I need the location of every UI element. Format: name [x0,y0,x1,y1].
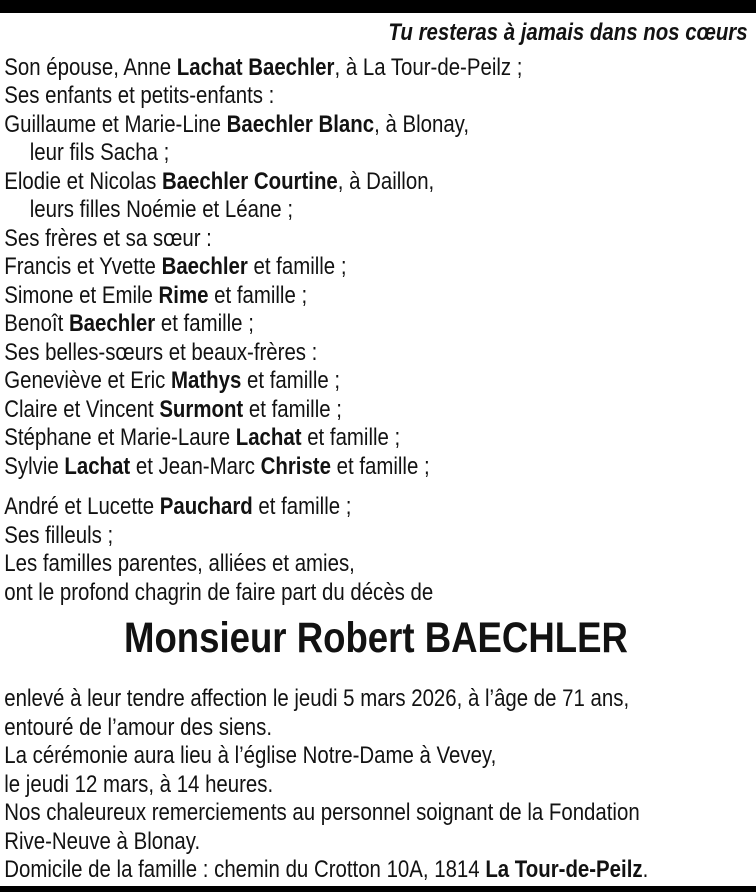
notice-text: André et Lucette [4,493,160,520]
notice-line [4,139,747,168]
notice-line [4,579,747,608]
notice-line [4,253,747,282]
notice-line [4,522,747,551]
notice-text: leur fils Sacha ; [29,139,170,166]
family-name-bold: Baechler Blanc [226,110,375,138]
family-name-bold: Pauchard [159,493,253,520]
notice-text: Benoît [4,310,69,337]
notice-line [4,493,747,522]
notice-text: Claire et Vincent [4,395,160,423]
notice-text: Ses belles-sœurs et beaux-frères : [4,338,318,366]
notice-text: entouré de l’amour des siens. [4,713,273,741]
notice-line [4,828,747,857]
family-name-bold: Baechler [68,310,156,337]
notice-text: et famille ; [241,367,341,394]
family-name-bold: Surmont [159,395,244,423]
notice-text: enlevé à leur tendre affection le jeudi 5 mars 2026, à l’âge de 71 ans, [4,685,630,712]
notice-line [4,196,747,225]
notice-text: et famille ; [155,310,254,337]
notice-text: le jeudi 12 mars, à 14 heures. [4,770,274,798]
notice-text: Sylvie [4,452,65,480]
notice-line [4,367,747,396]
bottom-border-rule [0,886,756,892]
notice-line [4,168,747,197]
family-name-bold: Mathys [171,367,242,394]
epigraph-quote: Tu resteras à jamais dans nos cœurs [388,19,748,46]
notice-text: ont le profond chagrin de faire part du décès de [4,578,434,606]
notice-text: , à Blonay, [374,110,470,138]
notice-text: Les familles parentes, alliées et amies, [4,550,355,577]
notice-text: et famille ; [243,395,342,423]
deceased-name-title: Monsieur Robert BAECHLER [123,614,628,662]
notice-text: Rive-Neuve à Blonay. [4,827,201,855]
notice-text: et Jean-Marc [130,452,261,480]
top-border-rule [0,0,756,13]
notice-line [4,225,747,254]
notice-content [0,13,756,885]
notice-line [4,282,747,311]
notice-text: . [642,856,649,883]
notice-line [4,424,747,453]
notice-text: et famille ; [247,253,347,280]
family-lines [4,54,747,608]
notice-text: et famille ; [330,452,430,480]
notice-text: et famille ; [301,424,401,451]
notice-text: Nos chaleureux remerciements au personnel soignant de la Fondation [4,799,640,826]
notice-text: La cérémonie aura lieu à l’église Notre-Dame à Vevey, [4,742,497,769]
notice-line [4,339,747,368]
family-name-bold: La Tour-de-Peilz [485,856,643,883]
family-name-bold: Christe [260,452,331,480]
notice-line [4,310,747,339]
notice-text: Ses enfants et petits-enfants : [4,82,275,109]
notice-text: Francis et Yvette [4,253,162,280]
notice-line [4,111,747,140]
notice-line [4,685,747,714]
notice-text: , à La Tour-de-Peilz ; [334,53,523,81]
notice-line [4,799,747,828]
family-name-bold: Baechler [161,253,248,280]
family-name-bold: Lachat [64,452,131,480]
notice-text: Simone et Emile [4,281,159,309]
notice-line [4,396,747,425]
notice-text: Elodie et Nicolas [4,167,162,195]
notice-text: Son épouse, Anne [4,53,177,81]
notice-line [4,550,747,579]
notice-line [4,742,747,771]
family-name-bold: Rime [158,281,209,309]
notice-text: Guillaume et Marie-Line [4,110,227,138]
notice-text: et famille ; [252,493,352,520]
family-name-bold: Lachat Baechler [176,53,335,81]
family-name-bold: Baechler Courtine [161,167,338,195]
notice-line [4,771,747,800]
notice-line [4,714,747,743]
notice-text: Stéphane et Marie-Laure [4,424,236,451]
notice-line [4,82,747,111]
family-name-bold: Lachat [235,424,302,451]
notice-line [4,856,747,885]
closing-lines [4,685,747,885]
notice-text: Ses filleuls ; [4,521,114,549]
notice-text: , à Daillon, [337,167,435,195]
notice-line [4,453,747,482]
notice-text: Geneviève et Eric [4,367,172,394]
notice-text: Domicile de la famille : chemin du Crotton 10A, 1814 [4,856,486,883]
notice-line [4,54,747,83]
notice-text: leurs filles Noémie et Léane ; [29,196,293,223]
notice-text: Ses frères et sa sœur : [4,224,212,252]
notice-text: et famille ; [208,281,308,309]
